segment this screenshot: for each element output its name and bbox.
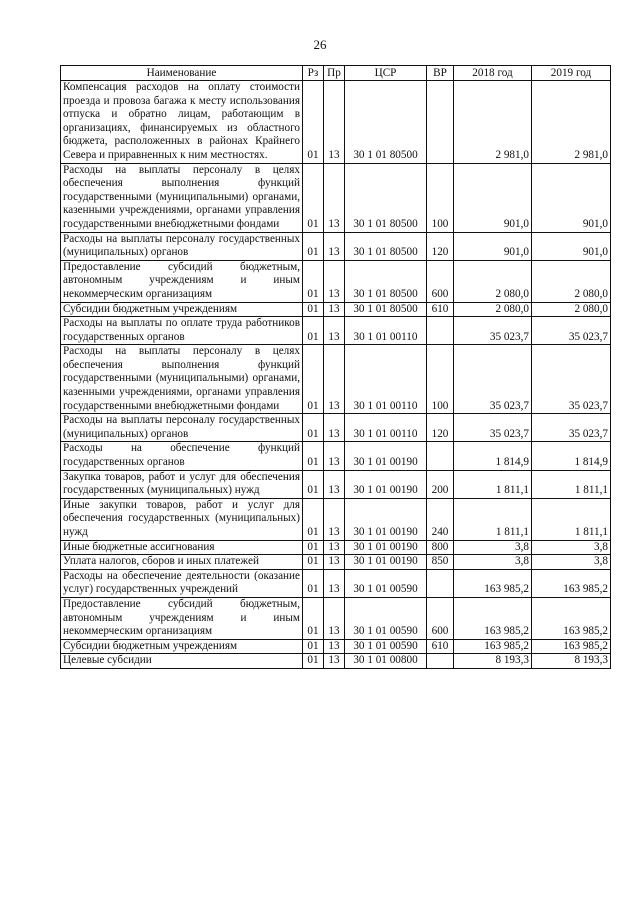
cell-2019: 2 080,0 (532, 260, 611, 302)
table-row (61, 317, 611, 345)
cell-vr (427, 654, 454, 669)
cell-2019: 3,8 (532, 555, 611, 570)
cell-2018: 163 985,2 (454, 597, 532, 639)
cell-2019: 8 193,3 (532, 654, 611, 669)
cell-2018: 35 023,7 (454, 317, 532, 345)
cell-rz: 01 (303, 540, 324, 555)
cell-pr: 13 (324, 470, 345, 498)
cell-rz: 01 (303, 555, 324, 570)
table-row (61, 232, 611, 260)
cell-csr: 30 1 01 00190 (345, 470, 427, 498)
cell-vr: 850 (427, 555, 454, 570)
header-2019: 2019 год (532, 66, 611, 81)
cell-name: Субсидии бюджетным учреждениям (61, 302, 303, 317)
cell-name: Расходы на выплаты персоналу в целях обеспечения выполнения функций государственными (муниципальными) органами, казенными учреждениями, органами управления государственными внебюджетными фондами (61, 163, 303, 232)
cell-csr: 30 1 01 00190 (345, 555, 427, 570)
cell-2019: 2 981,0 (532, 81, 611, 164)
cell-csr: 30 1 01 00590 (345, 569, 427, 597)
cell-pr: 13 (324, 498, 345, 540)
cell-name: Расходы на обеспечение функций государственных органов (61, 442, 303, 470)
cell-pr: 13 (324, 232, 345, 260)
table-row (61, 498, 611, 540)
cell-2019: 1 811,1 (532, 498, 611, 540)
cell-csr: 30 1 01 80500 (345, 302, 427, 317)
cell-csr: 30 1 01 00590 (345, 597, 427, 639)
table-row (61, 260, 611, 302)
table-body (61, 81, 611, 669)
cell-vr: 120 (427, 232, 454, 260)
cell-vr (427, 81, 454, 164)
cell-rz: 01 (303, 597, 324, 639)
cell-csr: 30 1 01 00190 (345, 498, 427, 540)
cell-pr: 13 (324, 81, 345, 164)
cell-2018: 35 023,7 (454, 414, 532, 442)
table-header (61, 66, 611, 81)
cell-vr: 600 (427, 597, 454, 639)
table-row (61, 555, 611, 570)
cell-pr: 13 (324, 414, 345, 442)
cell-2019: 901,0 (532, 163, 611, 232)
cell-rz: 01 (303, 317, 324, 345)
cell-name: Целевые субсидии (61, 654, 303, 669)
cell-csr: 30 1 01 00190 (345, 540, 427, 555)
cell-rz: 01 (303, 569, 324, 597)
cell-2019: 3,8 (532, 540, 611, 555)
cell-name: Предоставление субсидий бюджетным, автономным учреждениям и иным некоммерческим организациям (61, 260, 303, 302)
cell-rz: 01 (303, 639, 324, 654)
table-row (61, 345, 611, 414)
cell-csr: 30 1 01 80500 (345, 232, 427, 260)
table-row (61, 163, 611, 232)
cell-vr (427, 317, 454, 345)
cell-rz: 01 (303, 470, 324, 498)
cell-rz: 01 (303, 654, 324, 669)
cell-pr: 13 (324, 597, 345, 639)
cell-name: Субсидии бюджетным учреждениям (61, 639, 303, 654)
cell-2019: 163 985,2 (532, 597, 611, 639)
cell-name: Иные закупки товаров, работ и услуг для обеспечения государственных (муниципальных) нужд (61, 498, 303, 540)
cell-2018: 1 811,1 (454, 498, 532, 540)
cell-name: Расходы на выплаты персоналу государственных (муниципальных) органов (61, 232, 303, 260)
cell-pr: 13 (324, 569, 345, 597)
cell-2018: 901,0 (454, 163, 532, 232)
cell-2019: 1 811,1 (532, 470, 611, 498)
cell-2019: 163 985,2 (532, 569, 611, 597)
cell-pr: 13 (324, 345, 345, 414)
table-row (61, 654, 611, 669)
cell-rz: 01 (303, 345, 324, 414)
cell-csr: 30 1 01 00110 (345, 414, 427, 442)
cell-rz: 01 (303, 163, 324, 232)
cell-vr (427, 569, 454, 597)
cell-pr: 13 (324, 639, 345, 654)
cell-pr: 13 (324, 654, 345, 669)
table-row (61, 302, 611, 317)
cell-2019: 35 023,7 (532, 414, 611, 442)
cell-2018: 2 981,0 (454, 81, 532, 164)
header-vr: ВР (427, 66, 454, 81)
cell-vr: 600 (427, 260, 454, 302)
cell-name: Расходы на выплаты персоналу государственных (муниципальных) органов (61, 414, 303, 442)
cell-name: Закупка товаров, работ и услуг для обеспечения государственных (муниципальных) нужд (61, 470, 303, 498)
cell-2018: 163 985,2 (454, 639, 532, 654)
cell-rz: 01 (303, 232, 324, 260)
cell-2018: 901,0 (454, 232, 532, 260)
cell-vr: 610 (427, 302, 454, 317)
cell-csr: 30 1 01 80500 (345, 81, 427, 164)
cell-pr: 13 (324, 260, 345, 302)
table-row (61, 569, 611, 597)
header-rz: Рз (303, 66, 324, 81)
cell-2018: 35 023,7 (454, 345, 532, 414)
cell-2019: 163 985,2 (532, 639, 611, 654)
header-csr: ЦСР (345, 66, 427, 81)
table-row (61, 442, 611, 470)
cell-2018: 2 080,0 (454, 302, 532, 317)
cell-2018: 1 814,9 (454, 442, 532, 470)
table-row (61, 81, 611, 164)
cell-name: Иные бюджетные ассигнования (61, 540, 303, 555)
cell-csr: 30 1 01 80500 (345, 163, 427, 232)
cell-2018: 3,8 (454, 540, 532, 555)
cell-vr: 800 (427, 540, 454, 555)
cell-pr: 13 (324, 317, 345, 345)
cell-name: Уплата налогов, сборов и иных платежей (61, 555, 303, 570)
cell-vr: 240 (427, 498, 454, 540)
cell-pr: 13 (324, 442, 345, 470)
cell-name: Расходы на выплаты персоналу в целях обеспечения выполнения функций государственными (муниципальными) органами, казенными учреждениями, органами управления государственными внебюджетными фондами (61, 345, 303, 414)
cell-2019: 35 023,7 (532, 345, 611, 414)
table-row (61, 597, 611, 639)
cell-rz: 01 (303, 414, 324, 442)
cell-2019: 2 080,0 (532, 302, 611, 317)
table-row (61, 470, 611, 498)
cell-name: Расходы на выплаты по оплате труда работников государственных органов (61, 317, 303, 345)
cell-2019: 1 814,9 (532, 442, 611, 470)
table-row (61, 540, 611, 555)
cell-rz: 01 (303, 81, 324, 164)
budget-table (60, 65, 611, 669)
header-row (61, 66, 611, 81)
cell-vr: 100 (427, 163, 454, 232)
cell-2018: 163 985,2 (454, 569, 532, 597)
cell-2019: 35 023,7 (532, 317, 611, 345)
page-number: 26 (313, 37, 327, 52)
cell-rz: 01 (303, 498, 324, 540)
header-2018: 2018 год (454, 66, 532, 81)
cell-2018: 8 193,3 (454, 654, 532, 669)
table-row (61, 414, 611, 442)
cell-vr (427, 442, 454, 470)
cell-vr: 610 (427, 639, 454, 654)
cell-pr: 13 (324, 163, 345, 232)
cell-rz: 01 (303, 302, 324, 317)
cell-vr: 120 (427, 414, 454, 442)
cell-2018: 2 080,0 (454, 260, 532, 302)
cell-name: Предоставление субсидий бюджетным, автономным учреждениям и иным некоммерческим организациям (61, 597, 303, 639)
cell-csr: 30 1 01 00800 (345, 654, 427, 669)
cell-2018: 1 811,1 (454, 470, 532, 498)
cell-rz: 01 (303, 442, 324, 470)
cell-pr: 13 (324, 555, 345, 570)
cell-csr: 30 1 01 80500 (345, 260, 427, 302)
cell-csr: 30 1 01 00110 (345, 317, 427, 345)
header-pr: Пр (324, 66, 345, 81)
header-name: Наименование (61, 66, 303, 81)
cell-name: Компенсация расходов на оплату стоимости проезда и провоза багажа к месту использования отпуска и обратно лицам, работающим в организациях, финансируемых из областного бюджета, расположенных в районах Крайнего Севера и приравненных к ним местностях. (61, 81, 303, 164)
cell-2018: 3,8 (454, 555, 532, 570)
cell-2019: 901,0 (532, 232, 611, 260)
cell-vr: 200 (427, 470, 454, 498)
cell-vr: 100 (427, 345, 454, 414)
cell-csr: 30 1 01 00590 (345, 639, 427, 654)
cell-name: Расходы на обеспечение деятельности (оказание услуг) государственных учреждений (61, 569, 303, 597)
cell-csr: 30 1 01 00190 (345, 442, 427, 470)
table-row (61, 639, 611, 654)
cell-pr: 13 (324, 302, 345, 317)
cell-csr: 30 1 01 00110 (345, 345, 427, 414)
cell-pr: 13 (324, 540, 345, 555)
cell-rz: 01 (303, 260, 324, 302)
